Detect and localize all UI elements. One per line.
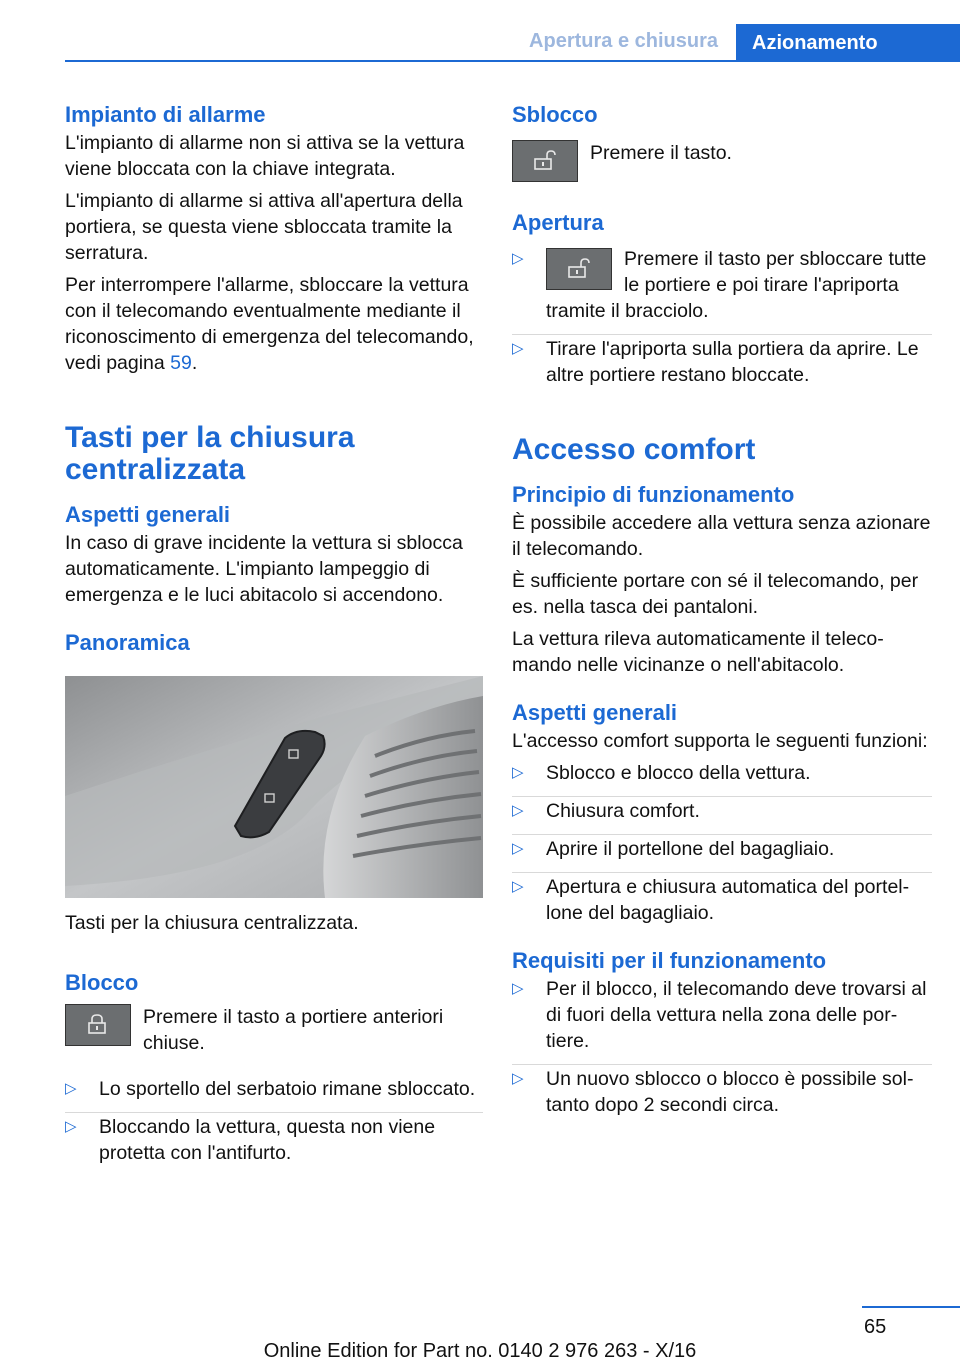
central-locking-heading: Tasti per la chiusura centralizzata (65, 421, 355, 486)
triangle-right-icon: ▷ (512, 878, 524, 895)
alarm-paragraph-2: L'impianto di allarme si attiva all'apertura della portiera, se questa viene sbloccata tramite la serratura. (65, 190, 463, 264)
comfort-access-heading: Accesso comfort (512, 433, 756, 466)
lock-bullet-text: Lo sportello del serbatoio rimane sbloccato. (99, 1078, 476, 1100)
lock-heading: Blocco (65, 970, 139, 995)
lock-key-row (65, 1004, 483, 1056)
list-item (512, 760, 932, 792)
triangle-right-icon: ▷ (512, 840, 524, 857)
function-text: Apertura e chiusura automatica del portellone del bagagliaio. (546, 876, 910, 924)
page-link[interactable]: 59 (170, 352, 192, 374)
lock-instruction: Premere il tasto a portiere anteriori chiuse. (143, 1006, 444, 1054)
list-item (512, 976, 932, 1060)
unlock-instruction: Premere il tasto. (590, 142, 732, 164)
footer-rule (862, 1306, 960, 1308)
triangle-right-icon: ▷ (512, 340, 524, 357)
list-item (512, 1066, 932, 1118)
alarm-heading: Impianto di allarme (65, 102, 266, 127)
alarm-paragraph-3 (65, 272, 483, 376)
unlock-key-image (512, 140, 578, 182)
list-item (65, 1076, 483, 1108)
lock-open-icon (533, 149, 557, 171)
unlock-heading: Sblocco (512, 102, 598, 127)
comfort-general-paragraph: L'accesso comfort supporta le seguenti funzioni: (512, 730, 928, 752)
function-text: Sblocco e blocco della vettura. (546, 762, 811, 784)
requirement-text: Per il blocco, il telecomando deve trovarsi al di fuori della vettura nella zona delle portiere. (546, 978, 927, 1052)
lock-bullet-text: Bloccando la vettura, questa non viene protetta con l'antifurto. (99, 1116, 436, 1164)
list-item (512, 336, 932, 388)
principle-paragraph-1: È possibile accedere alla vettura senza azionare il telecomando. (512, 512, 931, 560)
alarm-paragraph-3-text: Per interrompere l'allarme, sbloccare la vettura con il telecomando eventualmente mediante il riconoscimento di emergenza del telecomando, vedi pagina (65, 274, 474, 374)
general-heading: Aspetti generali (65, 502, 231, 527)
open-bullet-text: Premere il tasto per sbloccare tutte le portiere e poi tirare l'apriporta tramite il bracciolo. (546, 248, 927, 322)
lock-closed-icon (86, 1013, 108, 1035)
triangle-right-icon: ▷ (512, 764, 524, 781)
overview-heading: Panoramica (65, 630, 190, 655)
footer-edition: Online Edition for Part no. 0140 2 976 263 - X/16 (263, 1340, 697, 1362)
requirements-heading: Requisiti per il funzionamento (512, 948, 827, 973)
door-buttons-photo (65, 676, 483, 898)
lock-key-image (65, 1004, 131, 1046)
alarm-paragraph-3-end: . (191, 352, 198, 374)
principle-heading: Principio di funzionamento (512, 482, 795, 507)
open-heading: Apertura (512, 210, 604, 235)
principle-paragraph-2: È sufficiente portare con sé il telecomando, per es. nella tasca dei pantaloni. (512, 570, 919, 618)
lock-open-icon (567, 257, 591, 279)
triangle-right-icon: ▷ (512, 802, 524, 819)
header-section-title: Apertura e chiusura (529, 30, 718, 52)
list-item (512, 246, 932, 330)
requirements-list (512, 976, 932, 1118)
triangle-right-icon: ▷ (512, 1070, 524, 1087)
right-column (512, 100, 932, 1124)
list-item (512, 836, 932, 868)
lock-bullet-list (65, 1076, 483, 1166)
list-item (512, 874, 932, 926)
triangle-right-icon: ▷ (65, 1118, 77, 1135)
general-paragraph: In caso di grave incidente la vettura si sblocca automaticamente. L'impianto lampeggio di emergenza e le luci abitacolo si accendono. (65, 532, 463, 606)
list-item (512, 798, 932, 830)
list-item (65, 1114, 483, 1166)
alarm-paragraph-1: L'impianto di allarme non si attiva se la vettura viene bloccata con la chiave integrata. (65, 132, 465, 180)
photo-caption: Tasti per la chiusura centralizzata. (65, 912, 359, 934)
unlock-key-row (512, 140, 932, 182)
functions-list (512, 760, 932, 926)
triangle-right-icon: ▷ (65, 1080, 77, 1097)
function-text: Aprire il portellone del bagagliaio. (546, 838, 835, 860)
header-rule (65, 60, 960, 62)
requirement-text: Un nuovo sblocco o blocco è possibile soltanto dopo 2 secondi circa. (546, 1068, 914, 1116)
open-bullet-text: Tirare l'apriporta sulla portiera da aprire. Le altre portiere restano bloccate. (546, 338, 919, 386)
open-bullet-list (512, 246, 932, 388)
triangle-right-icon: ▷ (512, 980, 524, 997)
function-text: Chiusura comfort. (546, 800, 700, 822)
triangle-right-icon: ▷ (512, 250, 524, 267)
header-tab: Azionamento (736, 24, 960, 62)
principle-paragraph-3: La vettura rileva automaticamente il telecomando nelle vicinanze o nell'abitacolo. (512, 628, 884, 676)
unlock-key-image-small (546, 248, 612, 290)
left-column (65, 100, 483, 1172)
comfort-general-heading: Aspetti generali (512, 700, 678, 725)
page-number: 65 (864, 1316, 887, 1338)
